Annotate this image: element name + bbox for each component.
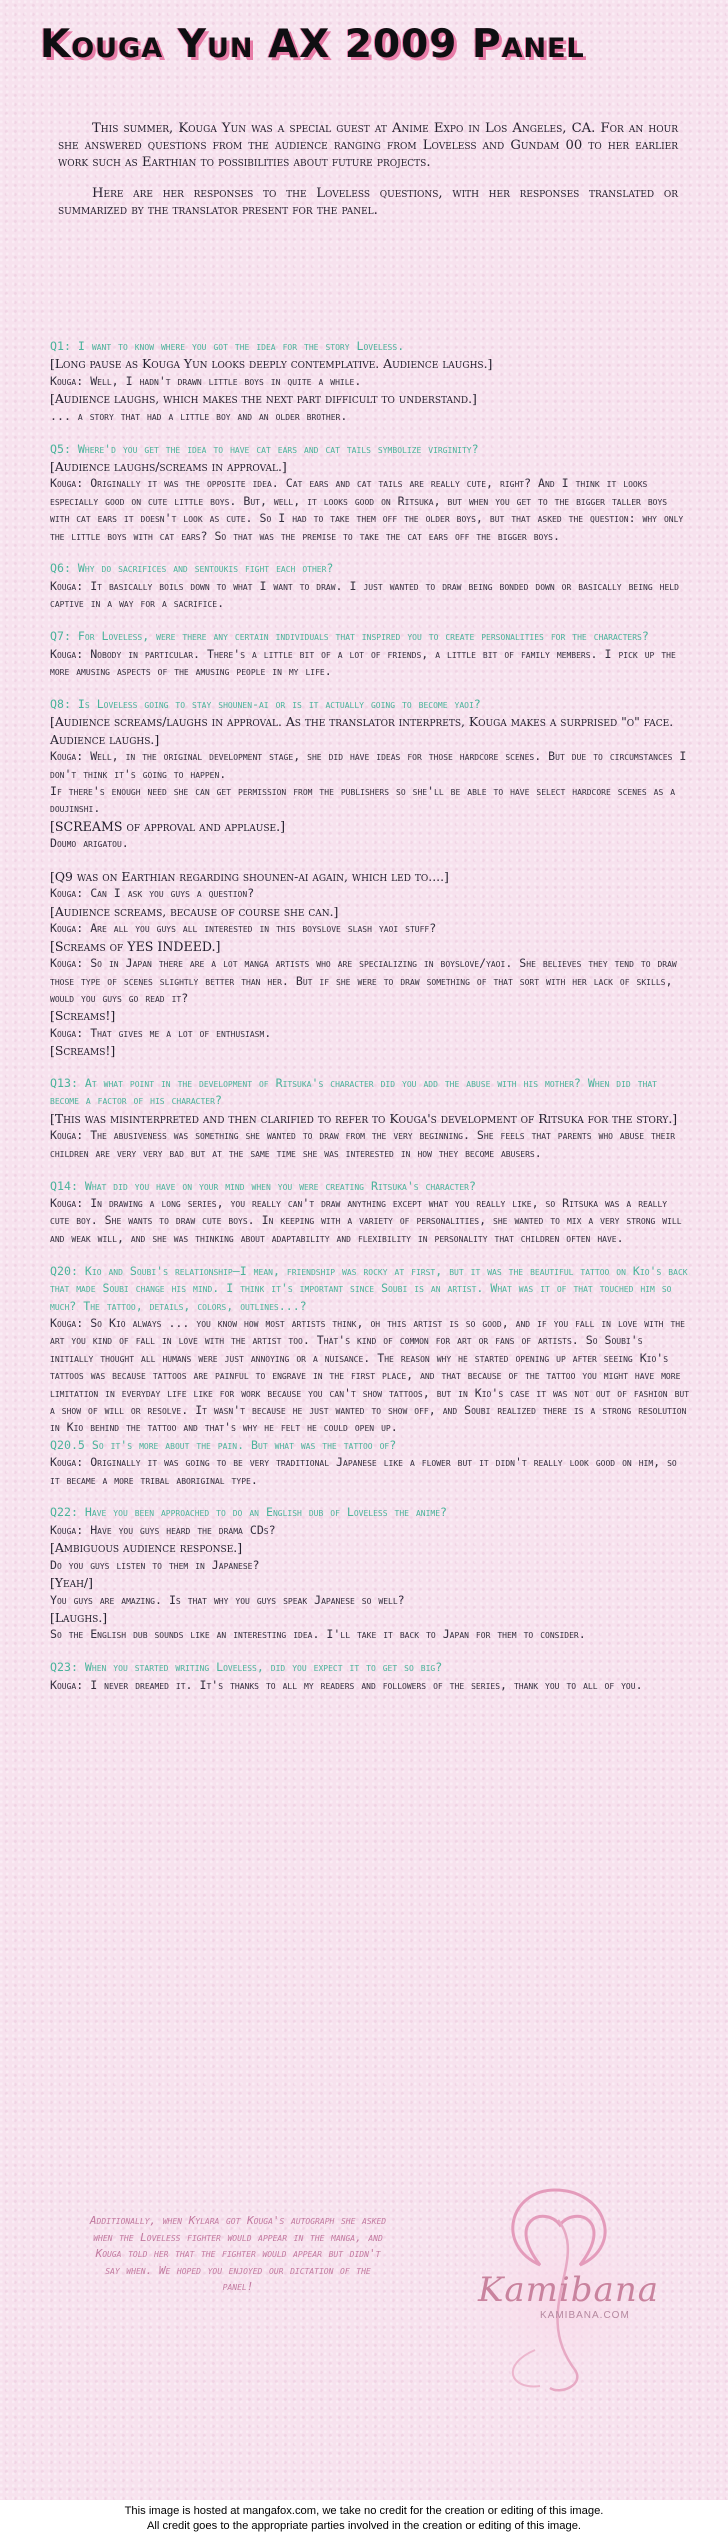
question-text: Q6: Why do sacrifices and sentoukis fight each other? xyxy=(50,561,334,576)
hosting-footer xyxy=(0,2500,728,2539)
stage-direction-text: [Audience screams, because of course she can.] xyxy=(50,903,339,919)
qa-block xyxy=(50,1263,690,1489)
answer-text: So the English dub sounds like an interesting idea. I'll take it back to Japan for them to consider. xyxy=(50,1627,586,1642)
answer-text: Kouga: That gives me a lot of enthusiasm. xyxy=(50,1025,272,1040)
question-text: Q13: At what point in the development of Ritsuka's character did you add the abuse with his mother? When did that become a factor of his character? xyxy=(50,1076,657,1108)
stage-direction-text: [Screams!] xyxy=(50,1008,116,1024)
stage-direction-text: [Yeah/] xyxy=(50,1575,93,1591)
question-text: Q23: When you started writing Loveless, did you expect it to get so big? xyxy=(50,1660,443,1675)
answer-text: Kouga: Are all you guys all interested in this boyslove slash yaoi stuff? xyxy=(50,921,437,936)
qa-block xyxy=(50,338,690,425)
logo-subtext: KAMIBANA.COM xyxy=(540,2310,630,2321)
question-text: Q7: For Loveless, were there any certain individuals that inspired you to create personalities for the characters? xyxy=(50,629,649,644)
stage-direction-text: [Long pause as Kouga Yun looks deeply contemplative. Audience laughs.] xyxy=(50,356,493,372)
intro-paragraph: This summer, Kouga Yun was a special guest at Anime Expo in Los Angeles, CA. For an hour she answered questions from the audience ranging from Loveless and Gundam 00 to her earlier work such as Earthian to possibilities about future projects. xyxy=(58,121,678,170)
qa-block xyxy=(50,868,690,1059)
stage-direction-text: [Ambiguous audience response.] xyxy=(50,1540,243,1556)
answer-text: Kouga: Well, I hadn't drawn little boys in quite a while. xyxy=(50,373,362,388)
stage-direction-text: [Audience laughs/screams in approval.] xyxy=(50,458,287,474)
question-text: Q14: What did you have on your mind when you were creating Ritsuka's character? xyxy=(50,1178,476,1193)
stage-direction-text: [Laughs.] xyxy=(50,1609,108,1625)
qa-block xyxy=(50,628,690,680)
answer-text: ... a story that had a little boy and an older brother. xyxy=(50,408,348,423)
qa-block xyxy=(50,1659,690,1694)
qa-block xyxy=(50,1075,690,1162)
answer-text: Kouga: The abusiveness was something she wanted to draw from the very beginning. She feels that parents who abuse their children are very very bad but at the same time she was interested in how they become abusers. xyxy=(50,1128,676,1160)
stage-direction-text: [Audience laughs, which makes the next part difficult to understand.] xyxy=(50,391,477,407)
qa-block xyxy=(50,696,690,853)
page-title: Kouga Yun AX 2009 Panel xyxy=(40,22,585,67)
question-text: Q8: Is Loveless going to stay shounen-ai or is it actually going to become yaoi? xyxy=(50,696,481,711)
answer-text: Do you guys listen to them in Japanese? xyxy=(50,1557,260,1572)
closing-note: Additionally, when Kylara got Kouga's autograph she asked when the Loveless fighter would appear in the manga, and Kouga told her that the fighter would appear but didn't say when. We hoped you enjoyed our dictation of the panel! xyxy=(89,2214,387,2294)
audience-reaction-text: [SCREAMS of approval and applause.] xyxy=(50,818,285,834)
answer-text: If there's enough need she can get permission from the publishers so she'll be able to have select hardcore scenes as a doujinshi. xyxy=(50,783,676,816)
answer-text: Kouga: Nobody in particular. There's a little bit of a lot of friends, a little bit of family members. I pick up the more amusing aspects of the amusing people in my life. xyxy=(50,646,676,678)
footer-line: All credit goes to the appropriate parties involved in the creation or editing of this image. xyxy=(146,2520,582,2532)
answer-text: Kouga: I never dreamed it. It's thanks to all my readers and followers of the series, thank you to all of you. xyxy=(50,1677,643,1692)
answer-text: Kouga: In drawing a long series, you really can't draw anything except what you really like, so Ritsuka was a really cute boy. She wants to draw cute boys. In keeping with a variety of personalities, she wanted to mix a very strong will and weak will, and she was thinking about adaptability and flexibility in personality that children often have. xyxy=(50,1195,682,1245)
answer-text: Kouga: Originally it was the opposite idea. Cat ears and cat tails are really cute, right? And I think it looks especially good on cute little boys. But, well, it looks good on Ritsuka, but when you get to the bigger taller boys with cat ears it doesn't look as cute. So I had to take them off the older boys, but that asked the question: why only the little boys with cat ears? So that was the premise to take the cat ears off the bigger boys. xyxy=(50,476,684,543)
question-text: Q20: Kio and Soubi's relationship—I mean, friendship was rocky at first, but it was the beautiful tattoo on Kio's back that made Soubi change his mind. I think it's important since Soubi is an artist. What was it of that touched him so much? The tattoo, details, colors, outlines...? xyxy=(50,1263,688,1313)
stage-direction-text: [Q9 was on Earthian regarding shounen-ai again, which led to....] xyxy=(50,869,449,885)
answer-text: Doumo arigatou. xyxy=(50,836,129,851)
answer-text: You guys are amazing. Is that why you guys speak Japanese so well? xyxy=(50,1592,405,1607)
stage-direction-text: [Screams!] xyxy=(50,1043,116,1059)
stage-direction-text: [This was misinterpreted and then clarified to refer to Kouga's development of Ritsuka for the story.] xyxy=(50,1110,678,1126)
question-text: Q20.5 So it's more about the pain. But what was the tattoo of? xyxy=(50,1437,397,1452)
answer-text: Kouga: Have you guys heard the drama CDs? xyxy=(50,1522,276,1537)
answer-text: Kouga: Well, in the original development stage, she did have ideas for those hardcore scenes. But due to circumstances I don't think it's going to happen. xyxy=(50,749,687,781)
answer-text: Kouga: So Kio always ... you know how most artists think, oh this artist is so good, and if you fall in love with the art you kind of fall in love with the artist too. That's kind of common for art or fans of artists. So Soubi's initially thought all humans were just annoying or a nuisance. The reason why he started opening up after seeing Kio's tattoos was because tattoos are painful to engrave in the first place, and that because of the tattoo you might have more limitation in everyday life like for work because you can't show tattoos, but in Kio's case it was not out of fashion but a show of will or resolve. It wasn't because he just wanted to show off, and Soubi realized there is a strong resolution in Kio behind the tattoo and that's why he felt he could open up. xyxy=(50,1315,690,1435)
qa-transcript xyxy=(50,338,690,1710)
qa-block xyxy=(50,560,690,612)
stage-direction-text: [Audience screams/laughs in approval. As the translator interprets, Kouga makes a surprised "o" face. Audience laughs.] xyxy=(50,714,674,747)
qa-block xyxy=(50,1504,690,1643)
question-text: Q22: Have you been approached to do an English dub of Loveless the anime? xyxy=(50,1505,448,1520)
answer-text: Kouga: It basically boils down to what I want to draw. I just wanted to draw being bonded down or basically being held captive in a way for a sacrifice. xyxy=(50,578,679,611)
footer-line: This image is hosted at mangafox.com, we take no credit for the creation or editing of this image. xyxy=(124,2505,604,2517)
audience-reaction-text: [Screams of YES INDEED.] xyxy=(50,938,221,954)
qa-block xyxy=(50,1178,690,1248)
question-text: Q1: I want to know where you got the idea for the story Loveless. xyxy=(50,339,405,353)
answer-text: Kouga: So in Japan there are a lot manga artists who are specializing in boyslove/yaoi. She believes they tend to draw those type of scenes slightly better than her. But if she were to draw something of that sort with her lack of skills, would you guys go read it? xyxy=(50,956,677,1005)
answer-text: Kouga: Originally it was going to be very traditional Japanese like a flower but it didn't really look good on him, so it became a more tribal aboriginal type. xyxy=(50,1455,677,1487)
answer-text: Kouga: Can I ask you guys a question? xyxy=(50,886,255,901)
qa-block xyxy=(50,441,690,545)
intro xyxy=(58,120,678,233)
logo-text: Kamibana xyxy=(478,2270,659,2310)
intro-paragraph: Here are her responses to the Loveless questions, with her responses translated or summarized by the translator present for the panel. xyxy=(58,186,678,218)
question-text: Q5: Where'd you get the idea to have cat ears and cat tails symbolize virginity? xyxy=(50,441,479,456)
